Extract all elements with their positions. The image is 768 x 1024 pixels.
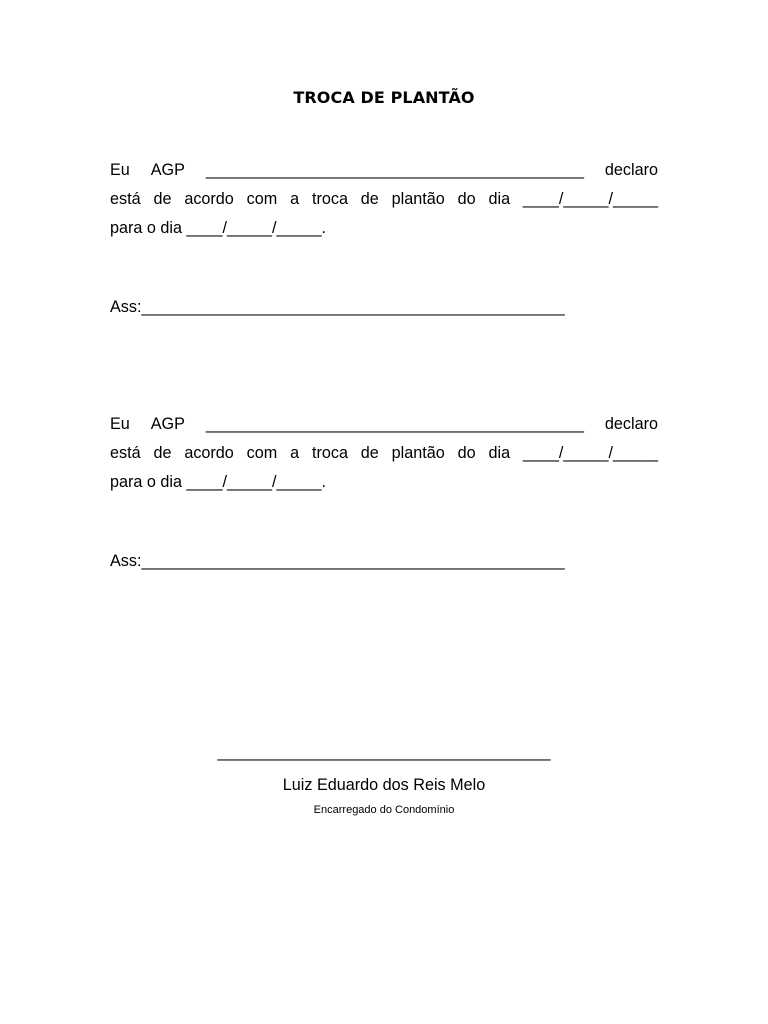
word: a [290, 444, 300, 462]
from-date-blank: ____/_____/_____ [522, 190, 658, 208]
declaration-line-1 [110, 410, 658, 439]
declaration-line-3: para o dia ____/_____/_____. [110, 473, 327, 491]
word: do [457, 190, 476, 208]
word: dia [488, 444, 511, 462]
word: de [153, 444, 172, 462]
word: plantão [391, 444, 445, 462]
word: está [110, 444, 141, 462]
word: plantão [391, 190, 445, 208]
word: troca [311, 190, 348, 208]
word: de [153, 190, 172, 208]
signature-line-2: Ass:_______________________________________________ [110, 552, 565, 570]
declaration-line-2 [110, 439, 658, 468]
text-agp: AGP [150, 415, 185, 433]
word: acordo [184, 444, 234, 462]
declaration-line-1 [110, 156, 658, 185]
text-agp: AGP [150, 161, 185, 179]
supervisor-signature-line: _____________________________________ [217, 743, 551, 761]
word: de [360, 190, 379, 208]
word: acordo [184, 190, 234, 208]
supervisor-name: Luiz Eduardo dos Reis Melo [282, 776, 486, 794]
signature-line-1: Ass:_______________________________________________ [110, 298, 565, 316]
word: com [246, 444, 278, 462]
word: de [360, 444, 379, 462]
agp-name-blank: __________________________________________ [205, 161, 584, 179]
text-declaro: declaro [604, 161, 658, 179]
page-title: TROCA DE PLANTÃO [293, 88, 475, 107]
text-eu: Eu [110, 161, 130, 179]
word: está [110, 190, 141, 208]
declaration-block-1 [110, 156, 658, 243]
declaration-block-2 [110, 410, 658, 497]
text-eu: Eu [110, 415, 130, 433]
word: do [457, 444, 476, 462]
word: a [290, 190, 300, 208]
text-declaro: declaro [604, 415, 658, 433]
word: troca [311, 444, 348, 462]
declaration-line-3: para o dia ____/_____/_____. [110, 219, 327, 237]
from-date-blank: ____/_____/_____ [522, 444, 658, 462]
agp-name-blank: __________________________________________ [205, 415, 584, 433]
word: dia [488, 190, 511, 208]
word: com [246, 190, 278, 208]
supervisor-role: Encarregado do Condomínio [313, 804, 455, 816]
declaration-line-2 [110, 185, 658, 214]
